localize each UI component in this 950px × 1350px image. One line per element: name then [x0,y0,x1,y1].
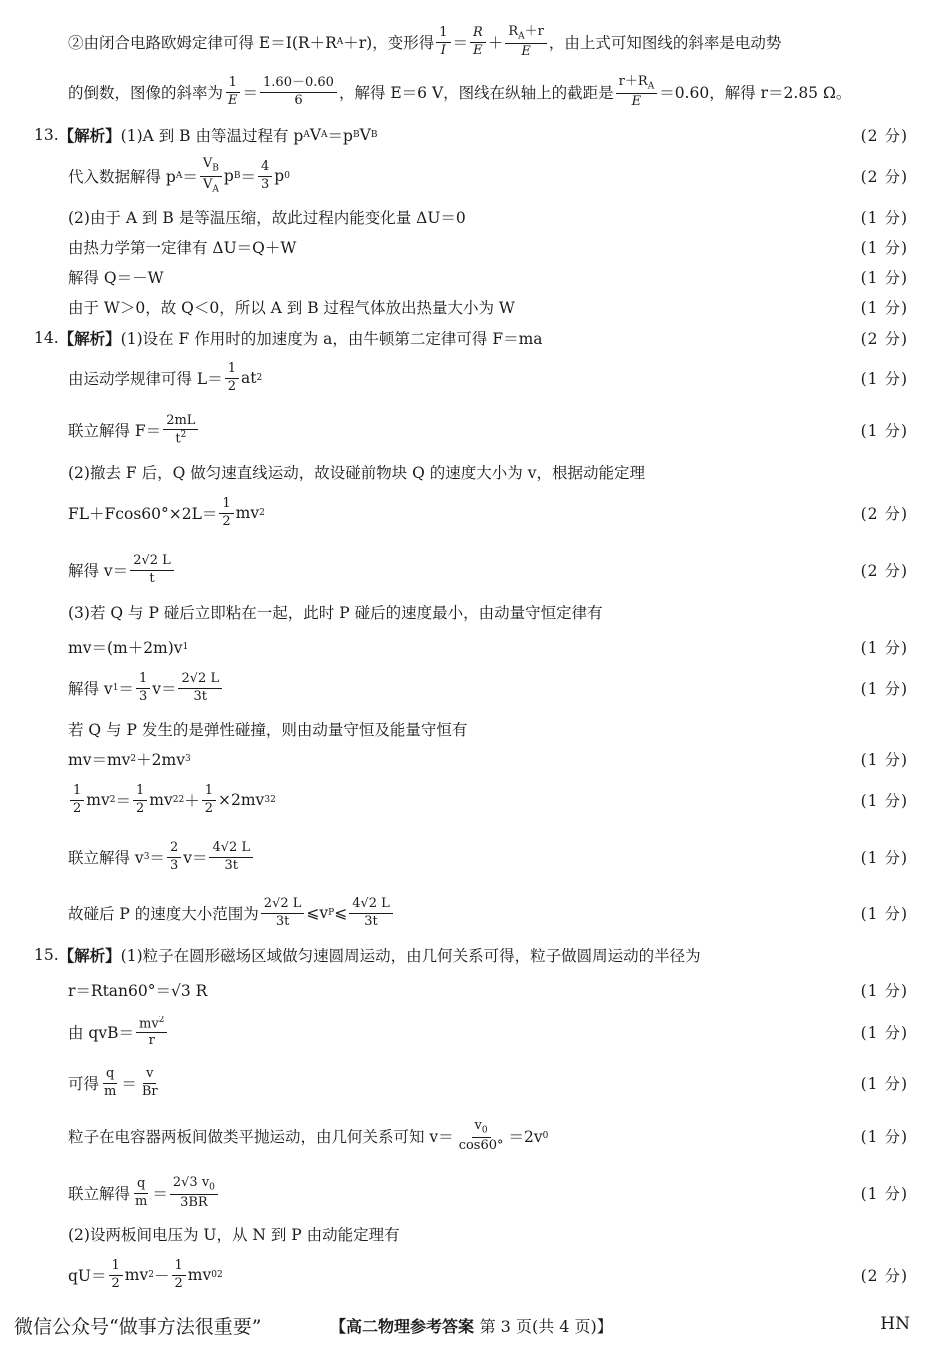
fraction-2root3v0-over-3BR: $\frac{2√3 v_0}{3BR}$ [170,1176,218,1211]
q14-line-6 [68,550,908,590]
page-footer [14,1312,910,1342]
score: (1 分) [860,639,908,657]
score: (1 分) [860,849,908,867]
fraction-2-over-3: $\frac{2}{3}$ [167,841,181,873]
q14-line-14: 故碰后 P 的速度大小范围为 $\frac{2√2 L}{3t}$ ⩽v P ⩽ $\frac{4√2 L}{3t}$ (1 分) [68,897,908,929]
score: (1 分) [860,1128,908,1146]
score: (1 分) [860,1075,908,1093]
footer-title [330,1314,613,1337]
score: (2 分) [860,127,908,145]
question-number: 15. [34,946,59,964]
q14-line-13: 联立解得 v 3 ＝ $\frac{2}{3}$ v＝ $\frac{4√2 L}{3t}$ (1 分) [68,841,908,873]
fraction-4root2L-over-3t: $\frac{4√2 L}{3t}$ [209,841,253,873]
fraction-4root2L-over-3t: $\frac{4√2 L}{3t}$ [349,897,393,929]
text: (1)A 到 B 由等温过程有 p [120,127,304,145]
text: 的倒数，图像的斜率为 [68,84,224,102]
score: (1 分) [860,209,908,227]
fraction-4-over-3: $\frac{4}{3}$ [258,160,272,192]
fraction-intercept: $\frac{r+R_A}{E}$ [616,75,658,110]
text: (3)若 Q 与 P 碰后立即粘在一起，此时 P 碰后的速度最小，由动量守恒定律有 [68,604,603,622]
text: 解得 Q＝－W [68,269,164,287]
fraction-2mL-over-t2: $\frac{2mL}{t^2}$ [163,414,198,447]
fraction-slope: $\frac{1.60-0.60}{6}$ [260,76,337,108]
text: 可得 [68,1075,100,1093]
score: (1 分) [860,422,908,440]
fraction-1-over-2: $\frac{1}{2}$ [219,497,233,529]
score: (1 分) [860,751,908,769]
q15-line-6: 联立解得 $\frac{q}{m}$ ＝ $\frac{2√3 v_0}{3BR}$ (1 分) [68,1175,908,1211]
text: 联立解得 v [68,849,144,867]
q15-line-5: 粒子在电容器两板间做类平抛运动，由几何关系可知 v＝ $\frac{v_0}{\cos 60^\circ}$ ＝2v 0 (1 分) [68,1118,908,1154]
text: (2)撤去 F 后，Q 做匀速直线运动，故设碰前物块 Q 的速度大小为 v，根据动能定理 [68,464,645,482]
score: (1 分) [860,299,908,317]
text: 故碰后 P 的速度大小范围为 [68,905,259,923]
text: 解得 v＝ [68,562,129,580]
q14-line-9: 解得 v 1 ＝ $\frac{1}{3}$ v＝ $\frac{2√2 L}{3t}$ (1 分) [68,672,908,704]
q15-line-4: 可得 $\frac{q}{m}$ ＝ $\frac{v}{Br}$ (1 分) [68,1067,908,1099]
text: (2)由于 A 到 B 是等温压缩，故此过程内能变化量 ΔU＝0 [68,209,466,227]
analysis-tag: 【解析】 [58,329,121,348]
region-code: HN [880,1314,910,1334]
text: ②由闭合电路欧姆定律可得 E＝I(R＋R [68,34,337,52]
score: (2 分) [860,1267,908,1285]
text: 代入数据解得 p [68,168,176,186]
text: (1)设在 F 作用时的加速度为 a，由牛顿第二定律可得 F＝ma [120,330,543,348]
fraction-v0-over-cos60: $\frac{v_0}{\cos 60^\circ}$ [458,1118,504,1154]
fraction-2root2L-over-3t: $\frac{2√2 L}{3t}$ [178,672,222,704]
score: (2 分) [860,330,908,348]
text: ＋ [487,34,504,52]
fraction-1-over-2: $\frac{1}{2}$ [202,784,216,816]
fraction-v-over-Br: $\frac{v}{Br}$ [141,1067,158,1099]
text: ，由上式可知图线的斜率是电动势 [548,34,782,52]
q15-line-7 [68,1214,908,1254]
fraction-2root2L-over-3t: $\frac{2√2 L}{3t}$ [261,897,305,929]
page-number: 第 3 页(共 4 页)】 [479,1317,613,1336]
score: (1 分) [860,370,908,388]
score: (2 分) [860,505,908,523]
score: (1 分) [860,792,908,810]
fraction-1-over-I: $\frac{1}{I}$ [436,26,450,58]
score: (1 分) [860,680,908,698]
text: 由热力学第一定律有 ΔU＝Q＋W [68,239,297,257]
text: mv＝(m＋2m)v [68,639,183,657]
text: 联立解得 [68,1185,131,1203]
q14-line-7 [68,592,908,632]
text: 若 Q 与 P 发生的是弹性碰撞，则由动量守恒及能量守恒有 [68,721,468,739]
fraction-1-over-2: $\frac{1}{2}$ [225,362,239,394]
q14-line-11: mv＝mv 2 ＋2mv 3 (1 分) [68,739,908,779]
q14-line-12: $\frac{1}{2}$ mv 2 ＝ $\frac{1}{2}$ mv 2 2 ＋ $\frac{1}{2}$ ×2mv 3 2 (1 分) [68,780,908,820]
q15-line-2 [68,970,908,1010]
q13-line-1: 13. 【解析】 (1)A 到 B 由等温过程有 p A V A ＝p B V B (2 分) [34,126,908,145]
text: p [223,167,234,185]
score: (1 分) [860,1024,908,1042]
q14-line-4 [68,452,908,492]
fraction-q-over-m: $\frac{q}{m}$ [104,1067,117,1099]
text: 由运动学规律可得 L＝ [68,370,223,388]
fraction-1-over-2: $\frac{1}{2}$ [172,1259,186,1291]
text: mv＝mv [68,751,131,769]
solution-12-line-2: 的倒数，图像的斜率为 $\frac{1}{E}$ ＝ $\frac{1.60-0.60}{6}$ ，解得 E＝6 V，图线在纵轴上的截距是 $\frac{r+R_A}{E}$ ＝0.60，解得 r＝2.85 Ω。 [68,74,852,110]
text: FL＋Fcos60°×2L＝ [68,505,218,523]
text: 解得 v [68,680,113,698]
text: qU＝ [68,1267,107,1285]
score: (1 分) [860,269,908,287]
text: 联立解得 F＝ [68,421,162,440]
question-number: 14. [34,329,59,347]
text: ＋r)，变形得 [343,34,435,52]
score: (1 分) [860,239,908,257]
score: (2 分) [860,168,908,186]
question-number: 13. [34,126,59,144]
q14-line-1 [34,318,908,358]
score: (1 分) [860,1185,908,1203]
fraction-R-over-E: $\frac{R}{E}$ [470,26,486,58]
q15-line-3 [68,1012,908,1052]
text: 粒子在电容器两板间做类平抛运动，由几何关系可知 v＝ [68,1128,454,1146]
fraction-q-over-m: $\frac{q}{m}$ [135,1176,148,1209]
fraction-2root2L-over-t: $\frac{2√2 L}{t}$ [130,554,174,586]
wechat-note: 微信公众号“做事方法很重要” [14,1316,262,1338]
score: (1 分) [860,982,908,1000]
fraction-1-over-E: $\frac{1}{E}$ [225,76,241,108]
q14-line-2: 由运动学规律可得 L＝ $\frac{1}{2}$ at 2 (1 分) [68,362,908,394]
score: (1 分) [860,905,908,923]
fraction-1-over-3: $\frac{1}{3}$ [136,672,150,704]
q14-line-5: FL＋Fcos60°×2L＝ $\frac{1}{2}$ mv 2 (2 分) [68,497,908,529]
fraction-1-over-2: $\frac{1}{2}$ [133,784,147,816]
text: ，解得 E＝6 V，图线在纵轴上的截距是 [338,84,614,102]
text: (1)粒子在圆形磁场区域做匀速圆周运动，由几何关系可得，粒子做圆周运动的半径为 [120,947,701,965]
solution-12-line-1: ②由闭合电路欧姆定律可得 E＝I(R＋R A ＋r)，变形得 $\frac{1}{I}$ ＝ $\frac{R}{E}$ ＋ $\frac{R_A+r}{E}$ ，由上式可知图线的斜率是电动势 [68,24,782,60]
text: r＝Rtan60°＝√3 R [68,982,208,1000]
fraction-1-over-2: $\frac{1}{2}$ [70,784,84,816]
text: ＝2v [508,1128,543,1146]
text: (2)设两板间电压为 U，从 N 到 P 由动能定理有 [68,1226,400,1244]
q13-line-2: 代入数据解得 p A ＝ $\frac{V_B}{V_A}$ p B ＝ $\frac{4}{3}$ p 0 (2 分) [68,157,908,195]
fraction-VB-over-VA: $\frac{V_B}{V_A}$ [200,157,222,195]
text: 由 qvB＝ [68,1023,134,1042]
score: (2 分) [860,562,908,580]
text: 由于 W＞0，故 Q＜0，所以 A 到 B 过程气体放出热量大小为 W [68,299,515,317]
analysis-tag: 【解析】 [58,946,121,965]
q14-line-8: mv＝(m＋2m)v 1 (1 分) [68,627,908,667]
text: ＝0.60，解得 r＝2.85 Ω。 [659,84,852,102]
footer-title-text: 【高二物理参考答案 [330,1317,475,1336]
fraction-1-over-2: $\frac{1}{2}$ [109,1259,123,1291]
q15-line-1 [34,935,908,975]
analysis-tag: 【解析】 [58,126,121,145]
fraction-mv2-over-r: $\frac{mv^2}{r}$ [136,1016,167,1049]
fraction-RA-r-over-E: $\frac{R_A+r}{E}$ [505,25,547,60]
q14-line-3 [68,410,908,450]
q15-line-8: qU＝ $\frac{1}{2}$ mv 2 － $\frac{1}{2}$ mv 0 2 (2 分) [68,1259,908,1291]
